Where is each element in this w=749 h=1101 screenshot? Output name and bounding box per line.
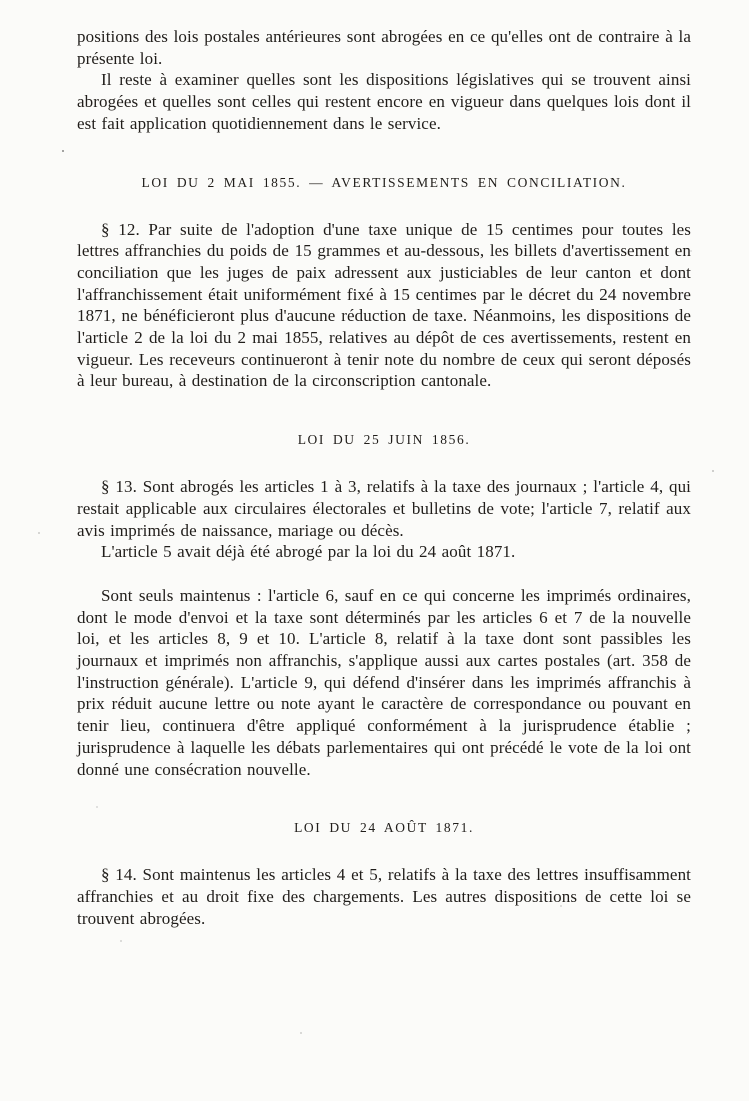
paragraph-article-5-abroge: L'article 5 avait déjà été abrogé par la loi du 24 août 1871.	[101, 542, 516, 562]
scan-noise-specks	[0, 0, 2, 2]
paragraph-section-12: § 12. Par suite de l'adoption d'une taxe unique de 15 centimes pour toutes les lettres affranchies du poids de 15 grammes et au-dessous, les billets d'avertissement en conciliation que les juges de paix adressent aux justiciables de leur canton et dont l'affranchissement était uniformément fixé à 15 centimes par le décret du 24 novembre 1871, ne bénéficieront plus d'aucune réduction de taxe. Néanmoins, les dispositions de l'article 2 de la loi du 2 mai 1855, relatives au dépôt de ces avertissements, restent en vigueur. Les receveurs continueront à tenir note du nombre de ceux qui seront déposés à leur bureau, à destination de la circonscription cantonale.	[77, 219, 691, 391]
paragraph-section-13: § 13. Sont abrogés les articles 1 à 3, relatifs à la taxe des journaux ; l'article 4, qui restait applicable aux circulaires électorales et bulletins de vote; l'article 7, relatif aux avis imprimés de naissance, mariage ou décès.	[77, 477, 691, 540]
page-text-column	[77, 26, 691, 929]
paragraph-sont-seuls-maintenus: Sont seuls maintenus : l'article 6, sauf en ce qui concerne les imprimés ordinaires, dont le mode d'envoi et la taxe sont déterminés par les articles 6 et 7 de la nouvelle loi, et les articles 8, 9 et 10. L'article 8, relatif à la taxe dont sont passibles les journaux et imprimés non affranchis, s'applique aussi aux cartes postales (art. 358 de l'instruction générale). L'article 9, qui défend d'insérer dans les imprimés affranchis à prix réduit aucune lettre ou note ayant le caractère de correspondance ou pouvant en tenir lieu, continuera d'être appliqué conformément à la jurisprudence établie ; jurisprudence à laquelle les débats parlementaires qui ont précédé le vote de la loi ont donné une consécration nouvelle.	[77, 585, 691, 779]
section-heading-loi-24-aout-1871: LOI DU 24 AOÛT 1871.	[294, 820, 474, 836]
paragraph-continuation-previous-page: positions des lois postales antérieures sont abrogées en ce qu'elles ont de contraire à la présente loi.	[77, 27, 691, 68]
paragraph-il-reste-a-examiner: Il reste à examiner quelles sont les dispositions législatives qui se trouvent ainsi abrogées et quelles sont celles qui restent encore en vigueur dans quelques lois dont il est fait application quotidiennement dans le service.	[77, 70, 691, 133]
paragraph-section-14: § 14. Sont maintenus les articles 4 et 5, relatifs à la taxe des lettres insuffisamment affranchies et au droit fixe des chargements. Les autres dispositions de cette loi se trouvent abrogées.	[77, 865, 691, 928]
section-heading-loi-2-mai-1855: LOI DU 2 MAI 1855. — AVERTISSEMENTS EN CONCILIATION.	[141, 174, 627, 190]
section-heading-loi-25-juin-1856: LOI DU 25 JUIN 1856.	[297, 432, 471, 448]
